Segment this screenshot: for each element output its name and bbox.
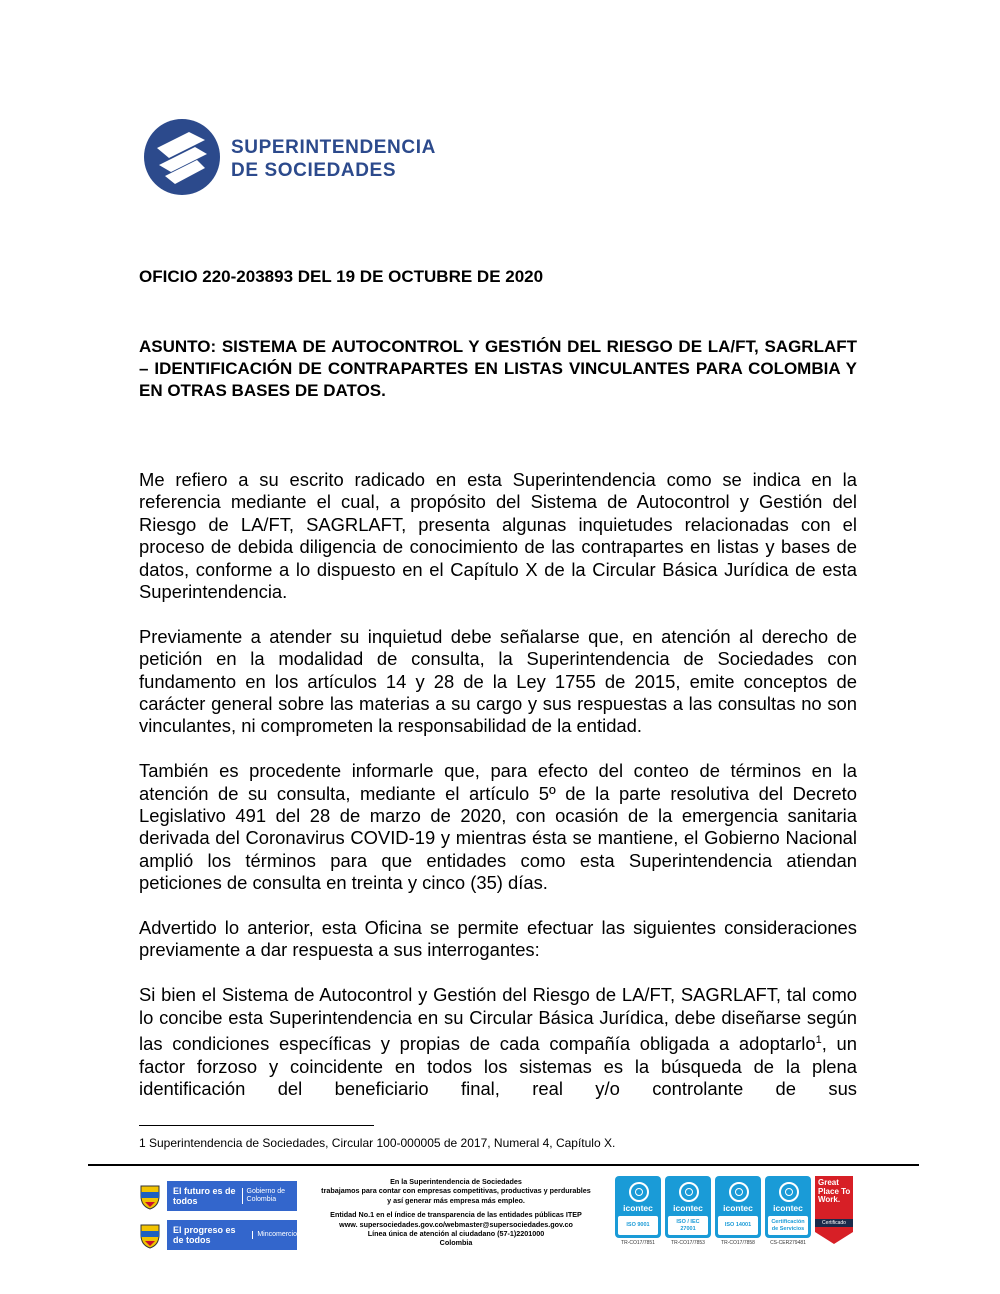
footnote-separator	[139, 1125, 374, 1126]
icontec-cert-iso14001	[715, 1176, 761, 1246]
cert-standard: Certificación de Servicios	[768, 1216, 808, 1235]
document-body	[139, 469, 857, 1100]
badge-main: El futuro es de todos	[173, 1186, 236, 1206]
gptw-sub: Certificado	[815, 1219, 853, 1227]
footer-line: En la Superintendencia de Sociedades	[390, 1177, 522, 1186]
footer-line: Colombia	[439, 1238, 473, 1248]
paragraph-text: , un factor forzoso y coincidente en todos los sistemas es la búsqueda de la plena identificación del beneficiario final, real y/o controlante de sus	[139, 1033, 857, 1100]
footer-divider	[88, 1164, 919, 1166]
paragraph: Advertido lo anterior, esta Oficina se permite efectuar las siguientes consideraciones previamente a dar respuesta a sus interrogantes:	[139, 917, 857, 961]
icontec-cert-iso27001	[665, 1176, 711, 1246]
footer-contact	[300, 1177, 612, 1248]
superintendencia-logo	[143, 118, 473, 200]
icontec-icon	[629, 1182, 649, 1202]
cert-standard: ISO 14001	[718, 1216, 758, 1235]
icontec-cert-iso9001	[615, 1176, 661, 1246]
paragraph: Me refiero a su escrito radicado en esta Superintendencia como se indica en la referencia mediante el cual, a propósito del Sistema de Autocontrol y Gestión del Riesgo de LA/FT, SAGRLAFT, presenta algunas inquietudes relacionadas con el proceso de debida diligencia de conocimiento de las contrapartes en listas y bases de datos, conforme a lo dispuesto en el Capítulo X de la Circular Básica Jurídica de esta Superintendencia.	[139, 469, 857, 603]
cert-code: TR-CO17/7858	[721, 1240, 755, 1246]
document-title: OFICIO 220-203893 DEL 19 DE OCTUBRE DE 2020	[139, 267, 544, 286]
document-subject: ASUNTO: SISTEMA DE AUTOCONTROL Y GESTIÓN DEL RIESGO DE LA/FT, SAGRLAFT – IDENTIFICACIÓN DE CONTRAPARTES EN LISTAS VINCULANTES PARA COLOMBIA Y EN OTRAS BASES DE DATOS.	[139, 337, 857, 400]
paragraph: Previamente a atender su inquietud debe señalarse que, en atención al derecho de petición en la modalidad de consulta, la Superintendencia de Sociedades con fundamento en los artículos 14 y 28 de la Ley 1755 de 2015, emite conceptos de carácter general sobre las materias a su cargo y sus respuestas a las consultas no son vinculantes, ni comprometen la responsabilidad de la entidad.	[139, 625, 857, 737]
cert-name: icontec	[673, 1203, 703, 1213]
gptw-text: Great Place To Work.	[818, 1178, 851, 1204]
icontec-cert-servicios	[765, 1176, 811, 1246]
footnote-reference[interactable]: 1	[815, 1034, 822, 1047]
cert-code: TR-CO17/7853	[671, 1240, 705, 1246]
cert-name: icontec	[623, 1203, 653, 1213]
cert-name: icontec	[723, 1203, 753, 1213]
badge-main: El progreso es de todos	[173, 1225, 236, 1245]
footnote: 1 Superintendencia de Sociedades, Circular 100-000005 de 2017, Numeral 4, Capítulo X.	[139, 1136, 616, 1150]
icontec-icon	[679, 1182, 699, 1202]
paragraph: También es procedente informarle que, para efecto del conteo de términos en la atención de su consulta, mediante el artículo 5º de la parte resolutiva del Decreto Legislativo 491 del 28 de marzo de 2020, con ocasión de la emergencia sanitaria derivada del Coronavirus COVID-19 y mientras ésta se mantiene, el Gobierno Nacional amplió los términos para que entidades como esta Superintendencia atiendan peticiones de consulta en treinta y cinco (35) días.	[139, 760, 857, 894]
footer-line: Entidad No.1 en el índice de transparencia de las entidades públicas ITEP	[330, 1210, 582, 1220]
footer-line: trabajamos para contar con empresas competitivas, productivas y perdurables	[321, 1186, 591, 1196]
badge-sub: Mincomercio	[252, 1231, 297, 1239]
gobierno-badge	[139, 1180, 297, 1212]
footer-line: Línea única de atención al ciudadano (57-1)2201000	[367, 1229, 545, 1239]
logo-line-2: DE SOCIEDADES	[231, 160, 397, 181]
badge-sub: Gobierno de Colombia	[242, 1188, 297, 1204]
footer-line: www. supersociedades.gov.co/webmaster@supersociedades.gov.co	[339, 1219, 573, 1229]
cert-standard: ISO / IEC 27001	[668, 1216, 708, 1235]
coat-of-arms-icon	[139, 1182, 161, 1210]
paragraph-text: Si bien el Sistema de Autocontrol y Gestión del Riesgo de LA/FT, SAGRLAFT, tal como lo concibe esta Superintendencia en su Circular Básica Jurídica, debe diseñarse según las condiciones específicas y propias de cada compañía obligada a adoptarlo	[139, 984, 857, 1055]
logo-line-1: SUPERINTENDENCIA	[231, 137, 436, 158]
mincomercio-badge	[139, 1219, 297, 1251]
logo-emblem-icon	[143, 118, 221, 196]
cert-code: CS-CER279481	[770, 1240, 806, 1246]
footer-line: y así generar más empresa más empleo.	[387, 1195, 525, 1205]
icontec-icon	[779, 1182, 799, 1202]
great-place-to-work-badge	[815, 1176, 853, 1244]
cert-name: icontec	[773, 1203, 803, 1213]
paragraph	[139, 984, 857, 1100]
cert-code: TR-CO17/7851	[621, 1240, 655, 1246]
cert-standard: ISO 9001	[618, 1216, 658, 1235]
coat-of-arms-icon	[139, 1221, 161, 1249]
icontec-icon	[729, 1182, 749, 1202]
